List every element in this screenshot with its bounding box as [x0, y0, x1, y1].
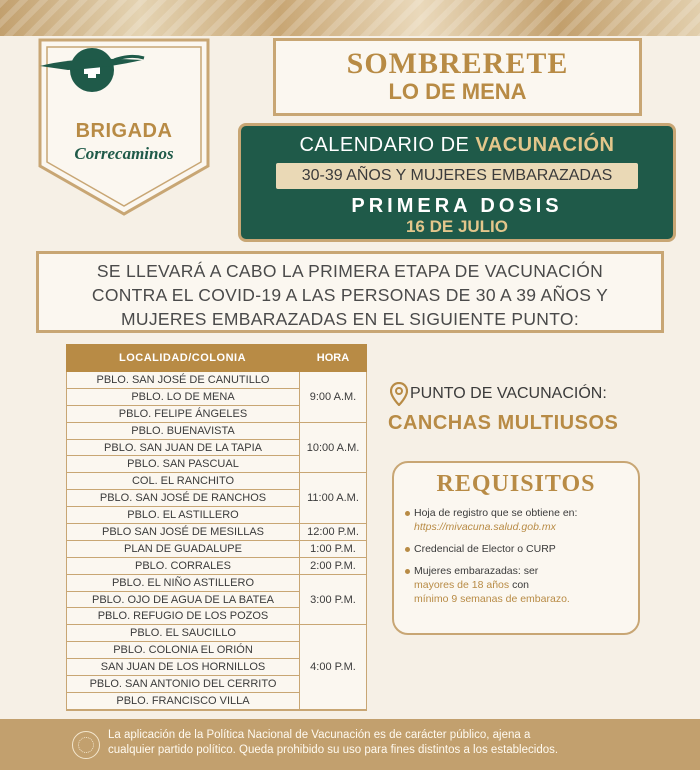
table-row: PBLO. SAN JOSÉ DE RANCHOS — [67, 490, 300, 507]
top-decorative-band — [0, 0, 700, 36]
statement-line: CONTRA EL COVID-19 A LAS PERSONAS DE 30 A 39 AÑOS Y — [91, 285, 609, 305]
table-hour-cell: 11:00 A.M. — [300, 473, 366, 524]
brigade-subtitle: Correcaminos — [74, 144, 174, 163]
requirement-text: Hoja de registro que se obtiene en: — [414, 507, 578, 519]
calendar-date: 16 DE JULIO — [405, 217, 509, 236]
requirement-item — [414, 564, 638, 606]
calendar-dose: PRIMERA DOSIS — [351, 195, 563, 217]
table-row: PBLO. EL SAUCILLO — [67, 625, 300, 642]
roadrunner-logo-icon — [38, 38, 146, 98]
table-row: PBLO. FRANCISCO VILLA — [67, 693, 300, 710]
calendar-title-bold: VACUNACIÓN — [475, 134, 615, 156]
table-body — [66, 372, 367, 711]
table-hour-cell: 9:00 A.M. — [300, 372, 366, 423]
header-location: LOCALIDAD/COLONIA — [118, 352, 247, 364]
table-hour-cell: 10:00 A.M. — [300, 423, 366, 474]
town-locality: LO DE MENA — [388, 79, 527, 104]
table-row: PLAN DE GUADALUPE — [67, 541, 300, 558]
schedule-table — [66, 344, 367, 711]
requirement-text: Mujeres embarazadas: ser — [414, 565, 539, 577]
statement-line: SE LLEVARÁ A CABO LA PRIMERA ETAPA DE VACUNACIÓN — [96, 261, 604, 281]
requirement-text: Credencial de Elector o CURP — [414, 543, 556, 555]
requirement-item — [414, 542, 638, 556]
table-row: PBLO. BUENAVISTA — [67, 423, 300, 440]
town-name: SOMBRERETE — [346, 47, 569, 80]
table-row: PBLO. SAN PASCUAL — [67, 456, 300, 473]
town-box — [273, 38, 642, 116]
table-row: PBLO. OJO DE AGUA DE LA BATEA — [67, 592, 300, 609]
table-hour-cell: 4:00 P.M. — [300, 626, 366, 711]
footer-disclaimer — [108, 728, 668, 758]
table-row: PBLO. EL ASTILLERO — [67, 507, 300, 524]
table-row: PBLO. CORRALES — [67, 558, 300, 575]
footer — [0, 719, 700, 770]
requirements-title: REQUISITOS — [436, 471, 596, 497]
table-row: PBLO. FELIPE ÁNGELES — [67, 406, 300, 423]
table-row: PBLO SAN JOSÉ DE MESILLAS — [67, 524, 300, 541]
table-row: PBLO. EL NIÑO ASTILLERO — [67, 575, 300, 592]
calendar-box — [238, 123, 676, 242]
table-row: SAN JUAN DE LOS HORNILLOS — [67, 659, 300, 676]
table-row: PBLO. SAN JOSÉ DE CANUTILLO — [67, 372, 300, 389]
calendar-group: 30-39 AÑOS Y MUJERES EMBARAZADAS — [276, 163, 638, 189]
requirements-box — [392, 461, 640, 635]
point-label-text: PUNTO DE VACUNACIÓN: — [410, 385, 607, 402]
requirement-weeks: mínimo 9 semanas de embarazo. — [414, 593, 570, 605]
table-row: PBLO. SAN JUAN DE LA TAPIA — [67, 440, 300, 457]
table-row: PBLO. COLONIA EL ORIÓN — [67, 642, 300, 659]
calendar-title — [241, 134, 673, 157]
requirement-item — [414, 506, 638, 534]
brigade-title: BRIGADA — [75, 120, 173, 142]
requirements-list — [414, 506, 638, 606]
requirement-age: mayores de 18 años — [414, 579, 510, 591]
header-time: HORA — [316, 352, 350, 364]
table-row: PBLO. LO DE MENA — [67, 389, 300, 406]
calendar-title-regular: CALENDARIO DE — [299, 134, 476, 156]
statement-box — [36, 251, 664, 333]
table-hour-cell: 12:00 P.M. — [300, 524, 366, 541]
registration-link[interactable]: https://mivacuna.salud.gob.mx — [414, 521, 556, 533]
footer-line: La aplicación de la Política Nacional de Vacunación es de carácter público, ajena a — [108, 729, 531, 741]
brigade-badge — [38, 38, 210, 216]
vaccination-point-value: CANCHAS MULTIUSOS — [388, 412, 619, 434]
statement-line: MUJERES EMBARAZADAS EN EL SIGUIENTE PUNTO: — [121, 309, 579, 329]
footer-line: cualquier partido político. Queda prohibido su uso para fines distintos a los establecidos. — [108, 744, 559, 756]
location-pin-icon — [390, 382, 408, 406]
government-seal-icon — [72, 731, 100, 759]
vaccination-point-label — [390, 382, 607, 406]
table-hour-cell: 3:00 P.M. — [300, 575, 366, 626]
table-hour-cell: 1:00 P.M. — [300, 541, 366, 558]
table-row: PBLO. REFUGIO DE LOS POZOS — [67, 608, 300, 625]
table-row: COL. EL RANCHITO — [67, 473, 300, 490]
table-row: PBLO. SAN ANTONIO DEL CERRITO — [67, 676, 300, 693]
table-header — [66, 344, 367, 372]
table-hour-cell: 2:00 P.M. — [300, 558, 366, 575]
requirement-text: con — [509, 579, 530, 591]
